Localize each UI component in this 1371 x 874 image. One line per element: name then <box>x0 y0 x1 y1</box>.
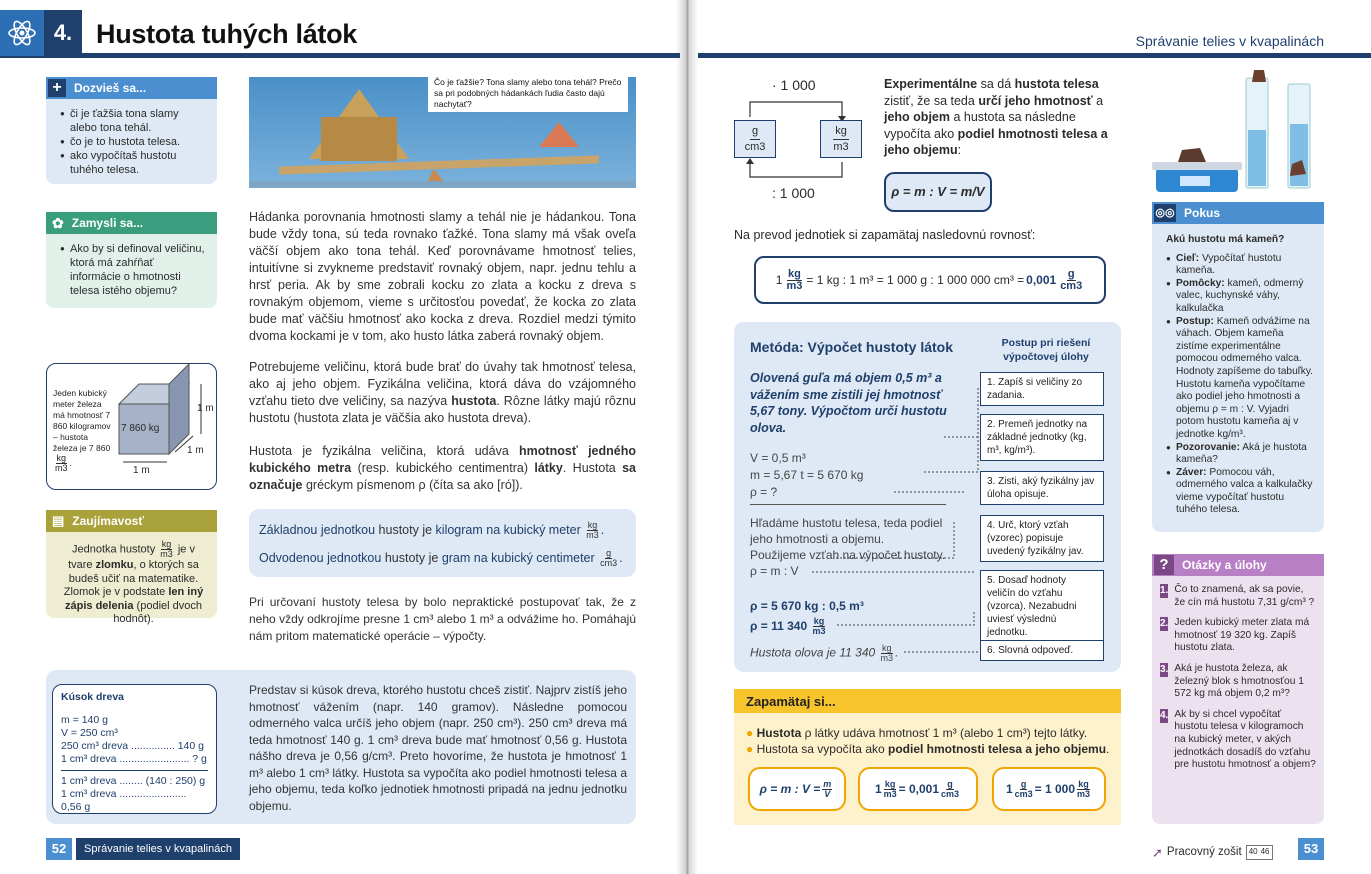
wood-box: Kúsok dreva m = 140 g V = 250 cm³ 250 cm³ dreva ............... 140 g 1 cm³ dreva ........................ ? g 1 cm³ dreva ........ (140 : 250) g 1 cm³ dreva ....................... 0,56 g <box>52 684 217 814</box>
pokus-box: ◎◎ Pokus Akú hustotu má kameň? ● Cieľ: Vypočítať hustotu kameňa. ● Pomôcky: kameň, odmerný valec, kuchynské váhy, kalkulačka ● Postup: Kameň odvážime na váhach. Objem kameňa zistíme experimentálne pomocou odmerného valca. Hodnoty zapíšeme do tabuľky. Hustotu kameňa vypočítame ako podiel jeho hmotnosti a objemu ρ = m : V. Vyjadri potom hustotu kameňa aj v jednotke kg/m³. ● Pozorovanie: Aká je hustota kameňa? ● Záver: Pomocou váh, odmerného valca a kalkulačky vieme vypočítať hustotu tuhého telesa. <box>1152 202 1324 532</box>
zaujimavost-box: ▤ Zaujímavosť Jednotka hustoty $\frac{kg}{m3}$ je v tvare zlomku, o ktorých sa budeš učiť na matematike. Zlomok je v podstate len iný zápis delenia (podiel dvoch hodnôt). <box>46 510 217 618</box>
list-item: ● Ako by si definoval veličinu, ktorá má zahŕňať informácie o hmotnosti telesa istého objemu? <box>60 242 207 298</box>
step-1: 1. Zapíš si veličiny zo zadania. <box>980 372 1104 406</box>
chapter-number: 4. <box>44 10 82 56</box>
step-6: 6. Slovná odpoveď. <box>980 640 1104 661</box>
footer-label-left: Správanie telies v kvapalinách <box>76 838 240 860</box>
list-item: ● Cieľ: Vypočítať hustotu kameňa. <box>1166 253 1316 278</box>
step-4: 4. Urč, ktorý vzťah (vzorec) popisuje uvedený fyzikálny jav. <box>980 515 1104 562</box>
question-icon: ? <box>1154 555 1174 575</box>
plus-icon: + <box>48 79 66 97</box>
otazky-box <box>1152 554 1324 824</box>
photo-caption: Čo je ťažšie? Tona slamy alebo tona tehál? Prečo sa pri podobných hádankách ľudia často dajú nachytať? <box>428 75 628 112</box>
lab-equipment-image <box>1150 70 1322 196</box>
question-item: 4. Ak by si chcel vypočítať hustotu telesa v kilogramoch na kubický meter, v akých jednotkách dosadíš do vzťahu pre hustotu hmotnosť a objem? <box>1160 708 1316 771</box>
cube-note: Jeden kubický meter železa má hmotnosť 7 860 kilogramov – hustota železa je 7 860 $\frac{kg}{m3}$ . <box>53 388 111 473</box>
cube-dim-depth: 1 m <box>187 445 204 456</box>
workbook-icon: 40 46 <box>1246 845 1273 860</box>
zapamataj-box: Zapamätaj si... ● Hustota ρ látky udáva hmotnosť 1 m³ (alebo 1 cm³) tejto látky. ● Hustota sa vypočíta ako podiel hmotnosti telesa a jeho objemu. ρ = m : V = $\frac{m}{V}$ 1 $\frac{kg}{m3}$ = 0,001 $\frac{g}{cm3}$ 1 $\frac{g}{cm3}$ = 1 000 $\frac{kg}{m3}$ <box>734 689 1121 825</box>
workbook-link[interactable]: ➚ Pracovný zošit 40 46 <box>1152 844 1273 862</box>
atom-icon <box>0 10 44 56</box>
practical-paragraph: Pri určovaní hustoty telesa by bolo nepraktické postupovať tak, že z neho vždy odkrojíme presne 1 cm³ alebo 1 m³ a odvážime ho. Pomáhajú nám pritom matematické operácie – výpočty. <box>249 595 636 643</box>
dozvies-box <box>46 77 217 184</box>
page-title: Hustota tuhých látok <box>96 19 358 49</box>
density-formula: ρ = m : V = m/V <box>884 172 992 212</box>
list-item: ● či je ťažšia tona slamy alebo tona tehál. <box>60 107 207 135</box>
arrow-icon: ➚ <box>1152 845 1163 860</box>
method-task: Olovená guľa má objem 0,5 m³ a vážením sme zistili jej hmotnosť 5,67 tony. Výpočtom urči hustotu olova. <box>750 371 947 435</box>
conversion-diagram: · 1 000 g cm3 kg m3 : 1 000 <box>730 72 870 206</box>
unit-kg-m3: kg m3 <box>820 120 862 158</box>
method-title: Metóda: Výpočet hustoty látok <box>750 339 954 355</box>
step-2: 2. Premeň jednotky na základné jednotky (kg, m³, kg/m³). <box>980 414 1104 461</box>
list-item: ● Záver: Pomocou váh, odmerného valca a kalkulačky vieme vypočítať hustotu tuhého telesa. <box>1166 467 1316 517</box>
brain-icon: ✿ <box>52 214 64 231</box>
cube-figure <box>46 363 217 490</box>
page-number-left: 52 <box>46 838 72 860</box>
cube-dim-right: 1 m <box>197 403 214 414</box>
zamysli-header: ✿ Zamysli sa... <box>46 212 217 234</box>
formula-kg-to-g: 1 $\frac{kg}{m3}$ = 0,001 $\frac{g}{cm3}$ <box>858 767 978 811</box>
density-paragraph: Potrebujeme veličinu, ktorá bude brať do úvahy tak hmotnosť telesa, ako aj jeho objem. Fyzikálna veličina, ktorá dáva do vzájomného vzťahu tieto dve veličiny, sa nazýva hustota. Rôzne látky majú rôznu hustotu (hustota zlata je väčšia ako hustota dreva). <box>249 360 637 425</box>
goggles-icon: ◎◎ <box>1154 204 1176 222</box>
formula-g-to-kg: 1 $\frac{g}{cm3}$ = 1 000 $\frac{kg}{m3}$ <box>992 767 1106 811</box>
pokus-header: ◎◎ Pokus <box>1152 202 1324 224</box>
scale-photo <box>249 77 636 188</box>
cube-mass: 7 860 kg <box>121 423 160 434</box>
steps-title: Postup pri riešení výpočtovej úlohy <box>1001 337 1091 363</box>
dozvies-header: + Dozvieš sa... <box>46 77 217 99</box>
method-box: Metóda: Výpočet hustoty látok Postup pri riešení výpočtovej úlohy Olovená guľa má objem 0,5 m³ a vážením sme zistili jej hmotnosť 5,67 tony. Výpočtom urči hustotu olova. V = 0,5 m³ m = 5,67 t = 5 670 kg ρ = ? Hľadáme hustotu telesa, teda podiel jeho hmotnosti a objemu. Použijeme vzťah na výpočet hustoty. ρ = m : V ρ = 5 670 kg : 0,5 m³ ρ = 11 340 $\frac{kg}{m3}$ Hustota olova je 11 340 $\frac{kg}{m3}$ . 1. Zapíš si veličiny zo zadania. 2. Premeň jednotky na základné jednotky (kg, m³, kg/m³). 3. Zisti, aký fyzikálny jav úloha opisuje. 4. Urč, ktorý vzťah (vzorec) popisuje uvedený fyzikálny jav. 5. Dosaď hodnoty veličín do vzťahu (vzorca). Nezabudni uviesť výslednú jednotku. 6. Slovná odpoveď. <box>734 322 1121 672</box>
units-box: Základnou jednotkou hustoty je kilogram na kubický meter $\frac{kg}{m3}$ . Odvodenou jednotkou hustoty je gram na kubický centimeter $\frac{g}{cm3}$ . <box>249 509 636 577</box>
otazky-header: ? Otázky a úlohy <box>1152 554 1324 576</box>
list-item: ● Pomôcky: kameň, odmerný valec, kuchynské váhy, kalkulačka <box>1166 278 1316 316</box>
cube-dim-bottom: 1 m <box>133 465 150 476</box>
step-5: 5. Dosaď hodnoty veličín do vzťahu (vzorca). Nezabudni uviesť výslednú jednotku. <box>980 570 1104 643</box>
step-3: 3. Zisti, aký fyzikálny jav úloha opisuje. <box>980 471 1104 505</box>
list-item: ● ako vypočítaš hustotu tuhého telesa. <box>60 149 207 177</box>
section-title: Správanie telies v kvapalinách <box>1135 33 1324 49</box>
intro-paragraph: Hádanka porovnania hmotnosti slamy a tehál nie je hádankou. Tona bude vždy tona, sú teda rovnako ťažké. Tona slamy má však oveľa väčší objem ako tona tehál. Keď porovnávame hmotnosť telies, intuitívne si zvykneme predstaviť rovnaký objem, napr. jednu tehlu a hrsť peria. Ak by sme zobrali kocku zo zlata a kocku z dreva s rovnakým objemom, vieme s určitosťou povedať, že kocka zo zlata bude mať väčšiu hmotnosť ako kocka z dreva. Rozdiel medzi týmito dvoma kockami je v tom, ako husto látka zaberá rovnaký objem. <box>249 210 636 343</box>
book-gutter <box>676 0 698 874</box>
definition-paragraph: Hustota je fyzikálna veličina, ktorá udáva hmotnosť jedného kubického metra (resp. kubického centimentra) látky. Hustota sa označuje gréckym písmenom ρ (číta sa ako [ró]). <box>249 444 637 492</box>
remember-line: Na prevod jednotiek si zapamätaj nasledovnú rovnosť: <box>734 228 1036 242</box>
book-icon: ▤ <box>52 513 65 529</box>
list-item: ● čo je to hustota telesa. <box>60 135 207 149</box>
zamysli-box <box>46 212 217 308</box>
list-item: ● Pozorovanie: Aká je hustota kameňa? <box>1166 442 1316 467</box>
wood-text: Predstav si kúsok dreva, ktorého hustotu chceš zistiť. Najprv zistíš jeho hmotnosť vážením (napr. 140 gramov). Následne pomocou odmerného valca určíš jeho objem (napr. 250 cm³). 250 cm³ dreva má teda hmotnosť 140 g. 1 cm³ dreva bude mať hmotnosť 0,56 g. Hustota nášho dreva je 0,56 g/cm³. Preto hovoríme, že hustota je hmotnosť 1 m³ alebo 1 cm³ látky. Hustota sa vypočíta ako podiel hmotnosti telesa a jeho objemu, teda koľko jednotiek hmotnosti pripadá na jednu jednotku objemu. <box>249 683 627 813</box>
unit-equality: 1 $\frac{kg}{m3}$ = 1 kg : 1 m³ = 1 000 g : 1 000 000 cm³ = 0,001 $\frac{g}{cm3}$ <box>754 256 1106 304</box>
question-item: 2. Jeden kubický meter zlata má hmotnosť 19 320 kg. Zapíš hustotu zlata. <box>1160 617 1310 654</box>
wood-section <box>46 670 636 824</box>
list-item: ● Postup: Kameň odvážime na váhach. Objem kameňa zistíme experimentálne pomocou odmerného valca. Hodnoty zapíšeme do tabuľky. Hustotu kameňa vypočítame ako podiel jeho hmotnosti a objemu ρ = m : V. Vyjadri potom hustotu kameňa aj v jednotke kg/m³. <box>1166 316 1316 442</box>
question-item: 1. Čo to znamená, ak sa povie, že cín má hustotu 7,31 g/cm³ ? <box>1160 584 1315 608</box>
zaujimavost-header: ▤ Zaujímavosť <box>46 510 217 532</box>
unit-g-cm3: g cm3 <box>734 120 776 158</box>
question-item: 3. Aká je hustota železa, ak železný blok s hmotnosťou 1 572 kg má objem 0,2 m³? <box>1160 662 1304 700</box>
page-number-right: 53 <box>1298 838 1324 860</box>
zapamataj-header: Zapamätaj si... <box>734 689 1121 713</box>
experimental-text: Experimentálne sa dá hustota telesa zistiť, že sa teda určí jeho hmotnosť a jeho objem a hustota sa následne vypočíta ako podiel hmotnosti telesa a jeho objemu: <box>884 77 1108 157</box>
formula-density: ρ = m : V = $\frac{m}{V}$ <box>748 767 846 811</box>
